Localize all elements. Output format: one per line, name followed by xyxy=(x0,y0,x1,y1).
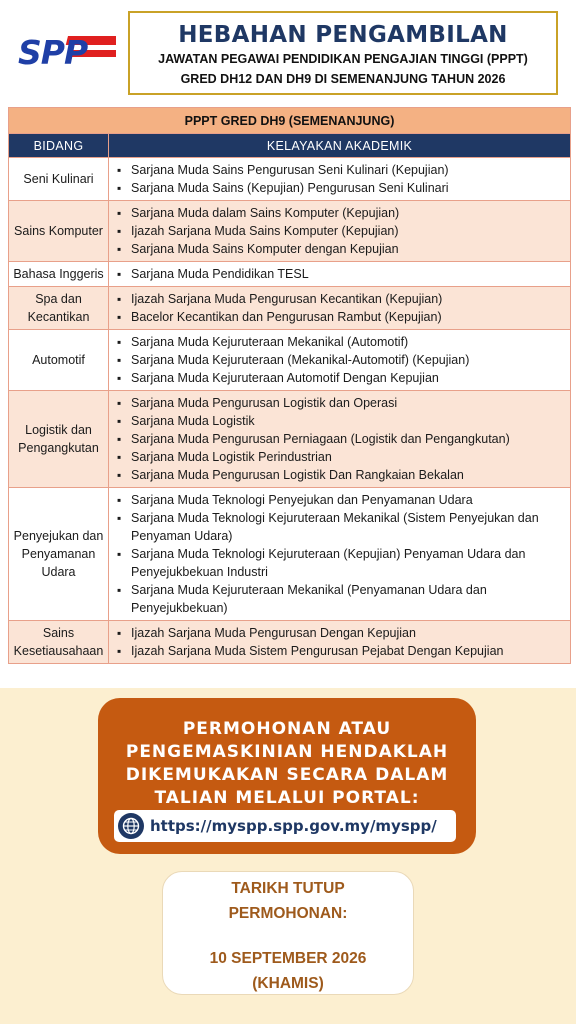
deadline-day: (KHAMIS) xyxy=(252,975,324,992)
qualification-list xyxy=(115,491,564,617)
qualification-item: ▪ Sarjana Muda Pendidikan TESL xyxy=(115,265,564,283)
notice-line2: PENGEMASKINIAN HENDAKLAH xyxy=(125,742,449,762)
kelayakan-cell xyxy=(109,262,571,287)
qualification-item: ▪ Sarjana Muda Logistik Perindustrian xyxy=(115,448,564,466)
qualification-item: ▪ Sarjana Muda Kejuruteraan Automotif Dengan Kepujian xyxy=(115,369,564,387)
qualification-item: ▪ Ijazah Sarjana Muda Pengurusan Kecantikan (Kepujian) xyxy=(115,290,564,308)
col-header-kelayakan: KELAYAKAN AKADEMIK xyxy=(109,134,571,158)
qualification-item: ▪ Sarjana Muda Pengurusan Logistik Dan Rangkaian Bekalan xyxy=(115,466,564,484)
kelayakan-cell xyxy=(109,201,571,262)
qualification-item: ▪ Sarjana Muda Sains Komputer dengan Kepujian xyxy=(115,240,564,258)
qualification-list xyxy=(115,290,564,326)
table-row xyxy=(9,201,571,262)
portal-link[interactable] xyxy=(114,810,456,842)
qualification-item: ▪ Sarjana Muda dalam Sains Komputer (Kepujian) xyxy=(115,204,564,222)
kelayakan-cell xyxy=(109,330,571,391)
table-row xyxy=(9,330,571,391)
qualification-item: ▪ Sarjana Muda Kejuruteraan (Mekanikal-Automotif) (Kepujian) xyxy=(115,351,564,369)
qualification-table xyxy=(8,107,571,664)
table-row xyxy=(9,287,571,330)
bidang-cell: Sains Komputer xyxy=(9,201,109,262)
notice-box xyxy=(98,698,476,854)
bidang-cell: Automotif xyxy=(9,330,109,391)
bidang-cell: Bahasa Inggeris xyxy=(9,262,109,287)
notice-line1: PERMOHONAN ATAU xyxy=(182,719,392,739)
bidang-cell: Sains Kesetiausahaan xyxy=(9,621,109,664)
table-row xyxy=(9,262,571,287)
qualification-list xyxy=(115,394,564,484)
table-row xyxy=(9,621,571,664)
bidang-cell: Penyejukan dan Penyamanan Udara xyxy=(9,488,109,621)
deadline-box xyxy=(162,871,414,995)
qualification-item: ▪ Sarjana Muda Teknologi Kejuruteraan Mekanikal (Sistem Penyejukan dan Penyaman Udara) xyxy=(115,509,564,545)
spp-logo xyxy=(12,28,116,72)
table-title: PPPT GRED DH9 (SEMENANJUNG) xyxy=(9,108,571,134)
table-row xyxy=(9,488,571,621)
title-box xyxy=(128,11,558,95)
qualification-item: ▪ Sarjana Muda Sains Pengurusan Seni Kulinari (Kepujian) xyxy=(115,161,564,179)
subtitle-line2: GRED DH12 DAN DH9 DI SEMENANJUNG TAHUN 2026 xyxy=(180,72,506,86)
table-body xyxy=(9,158,571,664)
qualification-item: ▪ Sarjana Muda Teknologi Penyejukan dan Penyamanan Udara xyxy=(115,491,564,509)
qualification-list xyxy=(115,265,564,283)
kelayakan-cell xyxy=(109,287,571,330)
bottom-panel xyxy=(0,688,576,1024)
svg-text:SPP: SPP xyxy=(18,33,88,72)
qualification-item: ▪ Sarjana Muda Kejuruteraan Mekanikal (Automotif) xyxy=(115,333,564,351)
qualification-item: ▪ Sarjana Muda Pengurusan Perniagaan (Logistik dan Pengangkutan) xyxy=(115,430,564,448)
subtitle-line1: JAWATAN PEGAWAI PENDIDIKAN PENGAJIAN TINGGI (PPPT) xyxy=(158,52,528,66)
kelayakan-cell xyxy=(109,391,571,488)
globe-icon xyxy=(118,813,144,839)
deadline-label-line2: PERMOHONAN: xyxy=(228,905,348,922)
kelayakan-cell xyxy=(109,158,571,201)
deadline-label-line1: TARIKH TUTUP xyxy=(231,880,345,897)
bidang-cell: Logistik dan Pengangkutan xyxy=(9,391,109,488)
page-title: HEBAHAN PENGAMBILAN xyxy=(178,22,508,48)
qualification-item: ▪ Sarjana Muda Logistik xyxy=(115,412,564,430)
qualification-item: ▪ Sarjana Muda Kejuruteraan Mekanikal (Penyamanan Udara dan Penyejukbekuan) xyxy=(115,581,564,617)
qualification-list xyxy=(115,333,564,387)
qualification-list xyxy=(115,161,564,197)
qualification-item: ▪ Sarjana Muda Teknologi Kejuruteraan (Kepujian) Penyaman Udara dan Penyejukbekuan Industri xyxy=(115,545,564,581)
qualification-item: ▪ Ijazah Sarjana Muda Sains Komputer (Kepujian) xyxy=(115,222,564,240)
notice-line3: DIKEMUKAKAN SECARA DALAM xyxy=(125,765,449,785)
col-header-bidang: BIDANG xyxy=(9,134,109,158)
table-row xyxy=(9,391,571,488)
bidang-cell: Spa dan Kecantikan xyxy=(9,287,109,330)
deadline-date: 10 SEPTEMBER 2026 xyxy=(209,950,367,967)
qualification-item: ▪ Bacelor Kecantikan dan Pengurusan Rambut (Kepujian) xyxy=(115,308,564,326)
notice-line4: TALIAN MELALUI PORTAL: xyxy=(154,788,420,808)
portal-url[interactable]: https://myspp.spp.gov.my/myspp/ xyxy=(150,817,437,835)
qualification-item: ▪ Sarjana Muda Pengurusan Logistik dan Operasi xyxy=(115,394,564,412)
kelayakan-cell xyxy=(109,621,571,664)
table-row xyxy=(9,158,571,201)
qualification-list xyxy=(115,624,564,660)
bidang-cell: Seni Kulinari xyxy=(9,158,109,201)
qualification-item: ▪ Sarjana Muda Sains (Kepujian) Pengurusan Seni Kulinari xyxy=(115,179,564,197)
qualification-list xyxy=(115,204,564,258)
qualification-item: ▪ Ijazah Sarjana Muda Pengurusan Dengan Kepujian xyxy=(115,624,564,642)
qualification-item: ▪ Ijazah Sarjana Muda Sistem Pengurusan Pejabat Dengan Kepujian xyxy=(115,642,564,660)
kelayakan-cell xyxy=(109,488,571,621)
